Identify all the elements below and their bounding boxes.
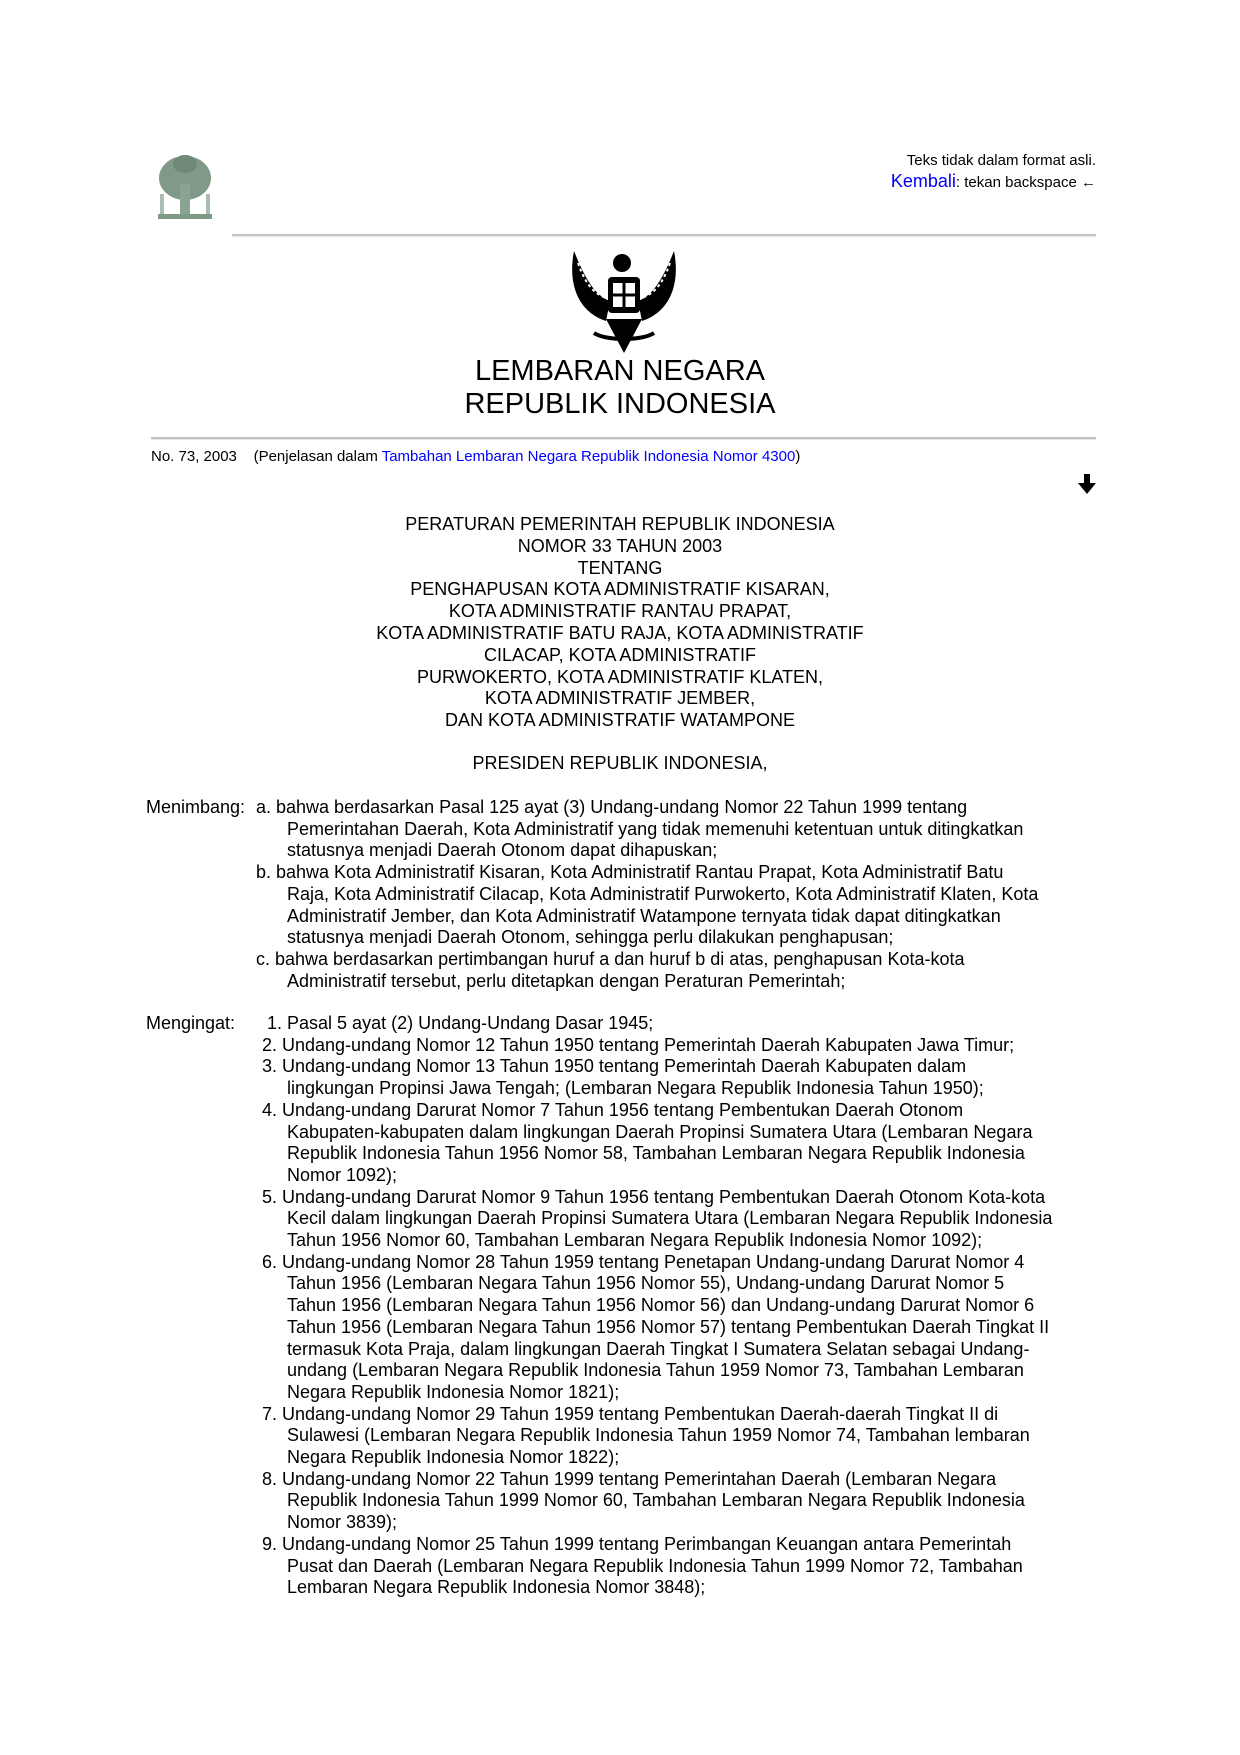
format-note: [891, 150, 1096, 193]
title-line: NOMOR 33 TAHUN 2003: [517, 535, 723, 556]
item-line: Tahun 1956 Nomor 60, Tambahan Lembaran Negara Republik Indonesia Nomor 1092);: [287, 1230, 983, 1251]
item-line: 9. Undang-undang Nomor 25 Tahun 1999 tentang Perimbangan Keuangan antara Pemerintah: [262, 1533, 1012, 1554]
item-line: 2. Undang-undang Nomor 12 Tahun 1950 tentang Pemerintah Daerah Kabupaten Jawa Timur;: [262, 1034, 1015, 1055]
item-line: Nomor 3839);: [287, 1512, 398, 1533]
item-line: Kecil dalam lingkungan Daerah Propinsi Sumatera Utara (Lembaran Negara Republik Indonesia: [287, 1208, 1053, 1229]
mengingat-item: [262, 1100, 1052, 1187]
item-line: 6. Undang-undang Nomor 28 Tahun 1959 tentang Penetapan Undang-undang Darurat Nomor 4: [262, 1251, 1025, 1272]
divider: [232, 234, 1096, 237]
item-line: Lembaran Negara Republik Indonesia Nomor 3848);: [287, 1577, 706, 1598]
mengingat-item: [262, 1404, 1052, 1469]
item-line: Pemerintahan Daerah, Kota Administratif yang tidak memenuhi ketentuan untuk ditingkatkan: [287, 818, 1024, 839]
item-line: undang (Lembaran Negara Republik Indonesia Tahun 1959 Nomor 73, Tambahan Lembaran: [287, 1360, 1024, 1381]
title-line: KOTA ADMINISTRATIF JEMBER,: [484, 688, 756, 709]
item-line: Republik Indonesia Tahun 1956 Nomor 58, Tambahan Lembaran Negara Republik Indonesia: [287, 1143, 1025, 1164]
menimbang-item: [256, 797, 1038, 862]
item-line: statusnya menjadi Daerah Otonom, sehingga perlu dilakukan penghapusan;: [287, 927, 894, 948]
garuda-emblem-icon: [566, 241, 682, 359]
title-line: PENGHAPUSAN KOTA ADMINISTRATIF KISARAN,: [410, 579, 830, 600]
mengingat-item: [262, 1056, 1052, 1099]
menimbang-section: [146, 797, 1038, 992]
menimbang-item: [256, 949, 1038, 992]
gazette-line-2: REPUBLIK INDONESIA: [464, 388, 776, 420]
item-line: Tahun 1956 (Lembaran Negara Tahun 1956 Nomor 55), Undang-undang Darurat Nomor 5: [287, 1273, 1005, 1294]
title-line: TENTANG: [577, 557, 663, 578]
mengingat-item: [262, 1187, 1052, 1252]
item-line: 4. Undang-undang Darurat Nomor 7 Tahun 1956 tentang Pembentukan Daerah Otonom: [262, 1099, 964, 1120]
divider: [151, 437, 1096, 440]
mengingat-item: [262, 1252, 1052, 1404]
item-line: c. bahwa berdasarkan pertimbangan huruf a dan huruf b di atas, penghapusan Kota-kota: [256, 948, 965, 969]
mengingat-item: [262, 1035, 1052, 1057]
tree-logo-icon: [154, 154, 216, 220]
scroll-down-arrow-icon[interactable]: [1078, 474, 1096, 494]
item-line: a. bahwa berdasarkan Pasal 125 ayat (3) Undang-undang Nomor 22 Tahun 1999 tentang: [256, 797, 968, 817]
item-line: termasuk Kota Praja, dalam lingkungan Daerah Tingkat I Sumatera Selatan sebagai Undang-: [287, 1338, 1030, 1359]
mengingat-item: [262, 1013, 1052, 1035]
gazette-number: No. 73, 2003: [151, 448, 237, 465]
reference-prefix: (Penjelasan dalam: [236, 448, 382, 465]
back-link[interactable]: Kembali: [890, 171, 956, 191]
supplement-link[interactable]: Tambahan Lembaran Negara Republik Indonesia Nomor 4300: [381, 448, 796, 465]
reference-line: [151, 448, 800, 465]
item-line: 7. Undang-undang Nomor 29 Tahun 1959 tentang Pembentukan Daerah-daerah Tingkat II di: [262, 1403, 999, 1424]
item-line: Kabupaten-kabupaten dalam lingkungan Daerah Propinsi Sumatera Utara (Lembaran Negara: [287, 1121, 1033, 1142]
menimbang-item: [256, 862, 1038, 949]
menimbang-label: Menimbang:: [146, 797, 246, 817]
item-line: Administratif Jember, dan Kota Administratif Watampone ternyata tidak dapat ditingkatkan: [287, 905, 1001, 926]
item-line: Administratif tersebut, perlu ditetapkan dengan Peraturan Pemerintah;: [287, 970, 846, 991]
item-line: Pusat dan Daerah (Lembaran Negara Republik Indonesia Tahun 1999 Nomor 72, Tambahan: [287, 1555, 1023, 1576]
item-line: b. bahwa Kota Administratif Kisaran, Kota Administratif Rantau Prapat, Kota Administratif Batu: [256, 862, 1004, 883]
item-line: Republik Indonesia Tahun 1999 Nomor 60, Tambahan Lembaran Negara Republik Indonesia: [287, 1490, 1025, 1511]
item-line: Tahun 1956 (Lembaran Negara Tahun 1956 Nomor 57) tentang Pembentukan Daerah Tingkat II: [287, 1316, 1050, 1337]
title-line: PERATURAN PEMERINTAH REPUBLIK INDONESIA: [405, 514, 835, 534]
format-note-text: Teks tidak dalam format asli.: [906, 152, 1096, 169]
item-line: Nomor 1092);: [287, 1164, 398, 1185]
item-line: 1. Pasal 5 ayat (2) Undang-Undang Dasar 1945;: [262, 1013, 654, 1033]
item-line: 8. Undang-undang Nomor 22 Tahun 1999 tentang Pemerintahan Daerah (Lembaran Negara: [262, 1468, 997, 1489]
mengingat-item: [262, 1534, 1052, 1599]
reference-suffix: ): [795, 448, 801, 465]
item-line: statusnya menjadi Daerah Otonom dapat dihapuskan;: [287, 840, 718, 861]
item-line: 5. Undang-undang Darurat Nomor 9 Tahun 1956 tentang Pembentukan Daerah Otonom Kota-kota: [262, 1186, 1046, 1207]
back-hint: : tekan backspace ←: [955, 174, 1096, 191]
item-line: Sulawesi (Lembaran Negara Republik Indonesia Tahun 1959 Nomor 74, Tambahan lembaran: [287, 1425, 1030, 1446]
title-line: CILACAP, KOTA ADMINISTRATIF: [483, 644, 757, 665]
regulation-title: [0, 514, 1240, 732]
title-line: KOTA ADMINISTRATIF BATU RAJA, KOTA ADMINISTRATIF: [376, 622, 864, 643]
item-line: Negara Republik Indonesia Nomor 1821);: [287, 1381, 620, 1402]
mengingat-item: [262, 1469, 1052, 1534]
gazette-heading: [0, 355, 1240, 421]
item-line: 3. Undang-undang Nomor 13 Tahun 1950 tentang Pemerintah Daerah Kabupaten dalam: [262, 1056, 967, 1077]
mengingat-section: [146, 1013, 1052, 1599]
item-line: Raja, Kota Administratif Cilacap, Kota Administratif Purwokerto, Kota Administratif Klaten, Kota: [287, 883, 1039, 904]
president-heading: PRESIDEN REPUBLIK INDONESIA,: [472, 753, 768, 773]
gazette-line-1: LEMBARAN NEGARA: [474, 355, 766, 387]
item-line: Tahun 1956 (Lembaran Negara Tahun 1956 Nomor 56) dan Undang-undang Darurat Nomor 6: [287, 1295, 1035, 1316]
title-line: KOTA ADMINISTRATIF RANTAU PRAPAT,: [448, 601, 792, 622]
title-line: PURWOKERTO, KOTA ADMINISTRATIF KLATEN,: [416, 666, 824, 687]
mengingat-label: Mengingat:: [146, 1013, 236, 1033]
item-line: Negara Republik Indonesia Nomor 1822);: [287, 1447, 620, 1468]
item-line: lingkungan Propinsi Jawa Tengah; (Lembaran Negara Republik Indonesia Tahun 1950);: [287, 1078, 984, 1099]
title-line: DAN KOTA ADMINISTRATIF WATAMPONE: [444, 710, 795, 731]
